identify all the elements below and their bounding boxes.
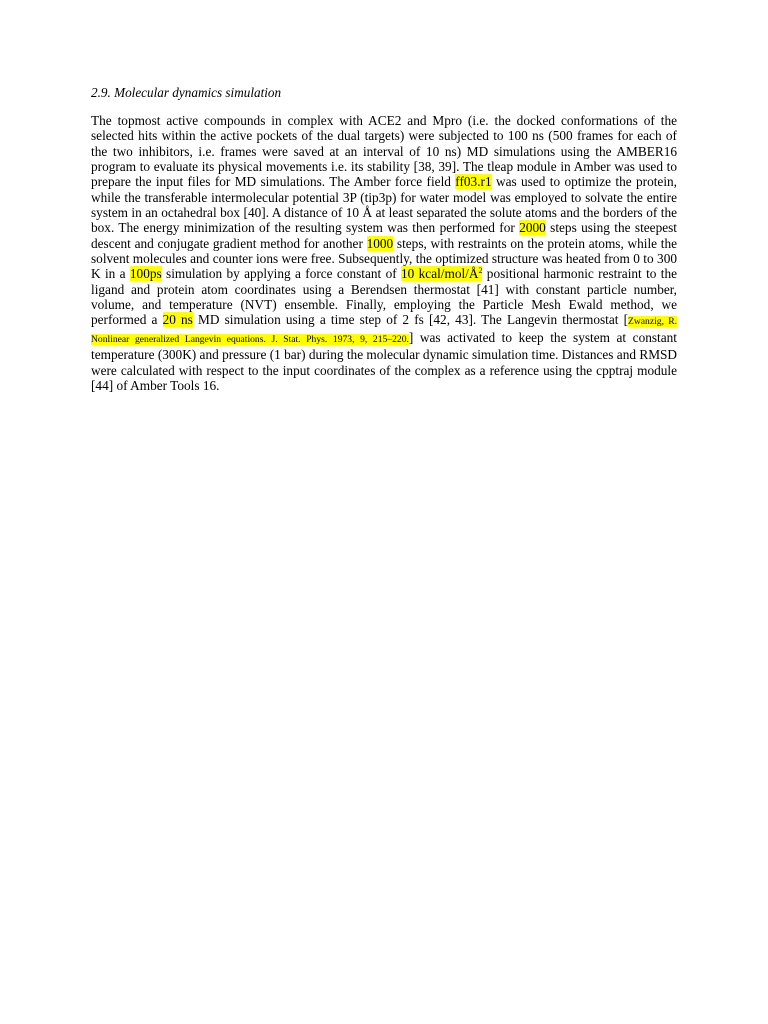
body-paragraph <box>91 113 677 393</box>
highlight-minimization-steps: 2000 <box>519 220 546 236</box>
text-run: ] was activated to keep the system at constant temperature (300K) and pressure (1 bar) during the molecular dynamic simulation time. Distances and RMSD were calculated with respect to the input coordinates of the complex as a reference using the cpptraj module [44] of Amber Tools 16. <box>91 329 678 393</box>
highlight-force-constant <box>401 266 482 281</box>
highlight-heating-time: 100ps <box>129 266 162 282</box>
highlight-restraint-steps: 1000 <box>366 235 394 251</box>
force-constant-exponent: 2 <box>478 266 483 276</box>
text-run: MD simulation using a time step of 2 fs [42, 43]. The Langevin thermostat [ <box>192 312 629 328</box>
force-constant-value: 10 kcal/mol/Å <box>401 266 479 282</box>
text-run: was used to optimize the protein, while the transferable intermolecular potential 3P (tip3p) for water model was employed to solvate the entire system in an octahedral box [40]. A distance of 10 Å at least separated the solute atoms and the borders of the box. The energy minimization of the resulting system was then performed for <box>91 174 677 236</box>
text-run: positional harmonic restraint to the ligand and protein atom coordinates using a Berendsen thermostat [41] with constant particle number, volume, and temperature (NVT) ensemble. Finally, employing the Particle Mesh Ewald method, we performed a <box>91 266 678 328</box>
section-heading: 2.9. Molecular dynamics simulation <box>91 85 282 100</box>
highlight-simulation-length: 20 ns <box>162 312 193 328</box>
highlight-citation-reference: Zwanzig, R. Nonlinear generalized Langevin equations. J. Stat. Phys. 1973, 9, 215–220. <box>91 316 677 345</box>
text-run: The topmost active compounds in complex with ACE2 and Mpro (i.e. the docked conformations of the selected hits within the active pockets of the dual targets) were subjected to 100 ns (500 frames for each of the two inhibitors, i.e. frames were saved at an interval of 10 ns) MD simulations using the AMBER16 program to evaluate its physical movements i.e. its stability [38, 39]. The tleap module in Amber was used to prepare the input files for MD simulations. The Amber force field <box>91 113 677 190</box>
highlight-force-field: ff03.r1 <box>455 174 492 190</box>
text-run: steps, with restraints on the protein atoms, while the solvent molecules and counter ions were free. Subsequently, the optimized structure was heated from 0 to 300 K in a <box>91 235 677 282</box>
text-run: steps using the steepest descent and conjugate gradient method for another <box>91 220 677 251</box>
text-run: simulation by applying a force constant of <box>161 266 401 282</box>
